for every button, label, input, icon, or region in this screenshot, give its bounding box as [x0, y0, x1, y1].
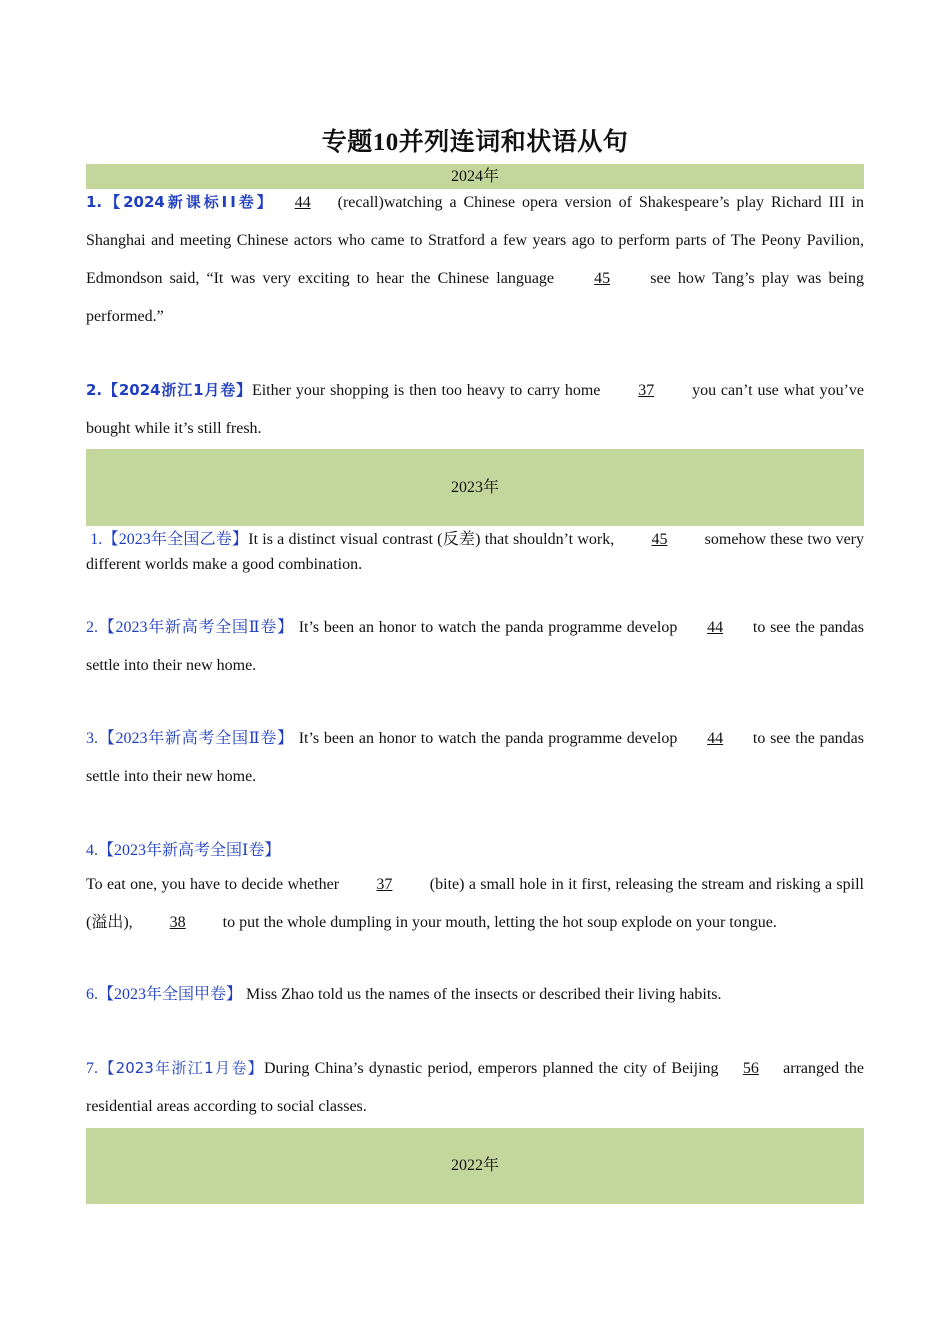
answer-blank: 44	[294, 194, 311, 211]
question-number: 2.	[86, 381, 103, 399]
question-text: (recall)watching a Chinese opera version of Shakespeare’s play Richard III in Shanghai and meeting Chinese actors who came to Stratford a few years ago to perform parts of The Peony Pavilion, Edmondson said, “It was very exciting to hear the Chinese language	[86, 194, 864, 287]
answer-blank: 56	[742, 1060, 759, 1077]
question-text: Either your shopping is then too heavy to carry home	[251, 382, 606, 399]
question-2023-3	[86, 720, 864, 796]
question-text: Miss Zhao told us the names of the insects or described their living habits.	[242, 986, 722, 1003]
answer-blank: 44	[707, 619, 724, 636]
question-2023-4	[86, 866, 864, 942]
answer-blank: 38	[169, 914, 186, 931]
question-text: It’s been an honor to watch the panda programme develop	[293, 730, 683, 747]
question-number: 1.	[86, 193, 103, 211]
question-2023-6	[86, 982, 864, 1007]
year-band-2022: 2022年	[86, 1128, 864, 1204]
question-text: To eat one, you have to decide whether	[86, 876, 344, 893]
question-source: 【2024浙江1月卷】	[102, 381, 252, 399]
question-2023-2	[86, 609, 864, 685]
year-band-2023: 2023年	[86, 449, 864, 526]
answer-blank: 37	[376, 876, 393, 893]
question-source: 【2023年新高考全国Ⅱ卷】	[98, 730, 294, 747]
question-number: 4.	[86, 842, 98, 859]
question-text: (bite) a small hole in it first, releasing the stream and risking a spill (溢出),	[86, 876, 864, 931]
question-2023-7	[86, 1049, 864, 1126]
question-2023-4-header	[86, 838, 864, 863]
answer-blank: 45	[594, 270, 611, 287]
question-text: see how Tang’s play was being performed.”	[86, 270, 864, 325]
question-2024-2	[86, 371, 864, 448]
page-title: 专题10并列连词和状语从句	[321, 129, 629, 156]
answer-blank: 44	[707, 730, 724, 747]
answer-blank: 37	[638, 382, 655, 399]
question-number: 1.	[90, 531, 103, 548]
question-source: 【2023年全国甲卷】	[98, 986, 243, 1003]
question-text: During China’s dynastic period, emperors planned the city of Beijing	[264, 1060, 724, 1077]
question-2024-1	[86, 183, 864, 336]
question-text: to see the pandas settle into their new home.	[86, 619, 864, 674]
question-text: to put the whole dumpling in your mouth, letting the hot soup explode on your tongue.	[218, 914, 777, 931]
question-source: 【2023年全国乙卷】	[102, 531, 249, 548]
question-text: It’s been an honor to watch the panda programme develop	[293, 619, 683, 636]
question-number: 3.	[86, 730, 98, 747]
year-band-2024: 2024年	[86, 164, 864, 189]
question-number: 6.	[86, 986, 98, 1003]
question-text: somehow these two very different worlds make a good combination.	[86, 531, 864, 573]
question-source: 【2024新课标ⅠⅠ卷】	[102, 193, 275, 211]
answer-blank: 45	[651, 531, 668, 548]
question-text: to see the pandas settle into their new home.	[86, 730, 864, 785]
question-number: 7.	[86, 1060, 98, 1077]
question-source: 【2023年新高考全国Ⅰ卷】	[98, 842, 281, 859]
question-text: arranged the residential areas according to social classes.	[86, 1060, 865, 1115]
question-source: 【2023年浙江1月卷】	[98, 1059, 264, 1077]
question-text: you can’t use what you’ve bought while it’s still fresh.	[86, 382, 865, 437]
question-number: 2.	[86, 619, 98, 636]
question-2023-1	[86, 527, 864, 577]
question-source: 【2023年新高考全国Ⅱ卷】	[98, 619, 294, 636]
question-text: It is a distinct visual contrast (反差) that shouldn’t work,	[248, 531, 619, 548]
